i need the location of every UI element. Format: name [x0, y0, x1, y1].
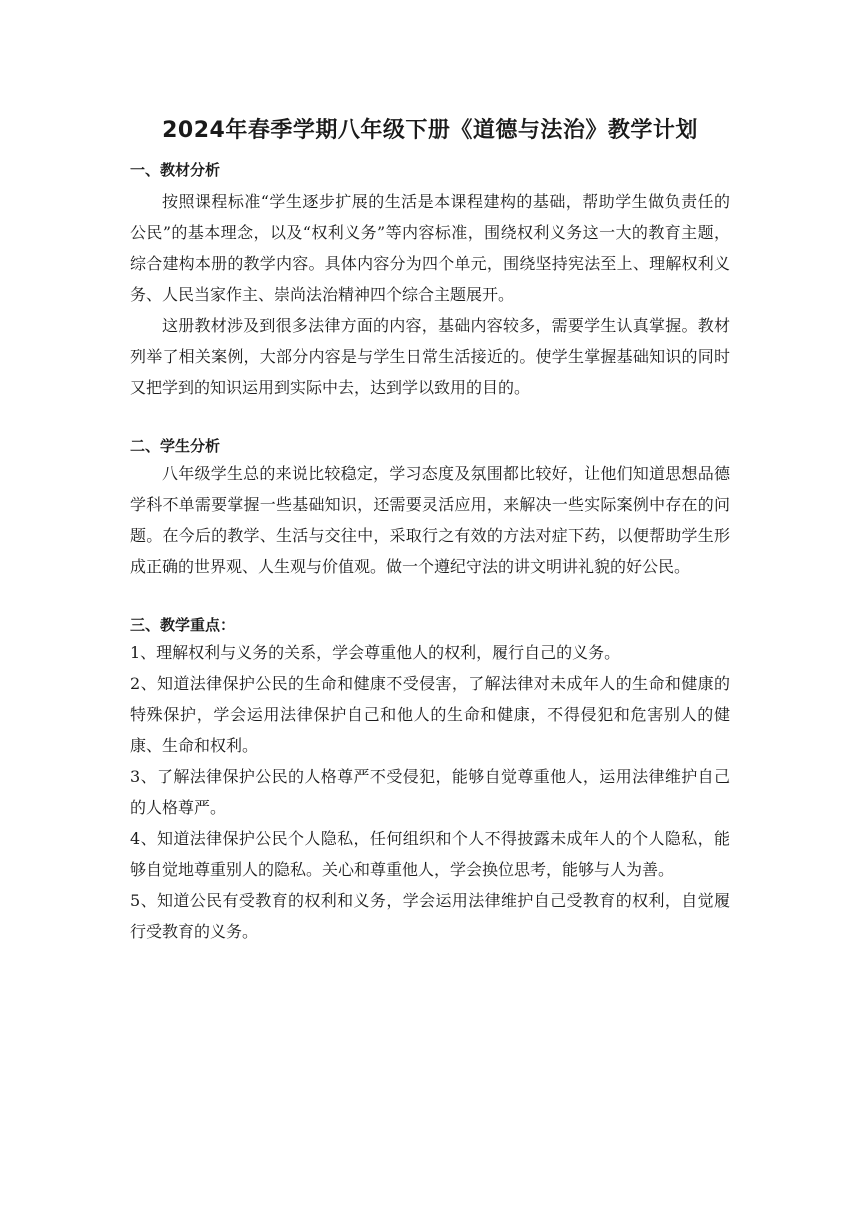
paragraph: 八年级学生总的来说比较稳定，学习态度及氛围都比较好，让他们知道思想品德学科不单需要掌握一些基础知识，还需要灵活应用，来解决一些实际案例中存在的问题。在今后的教学、生活与交往中，采取行之有效的方法对症下药，以便帮助学生形成正确的世界观、人生观与价值观。做一个遵纪守法的讲文明讲礼貌的好公民。	[130, 464, 730, 576]
list-item: 5、知道公民有受教育的权利和义务，学会运用法律维护自己受教育的权利，自觉履行受教育的义务。	[130, 891, 730, 941]
spacer	[130, 403, 730, 434]
section-textbook-analysis	[130, 158, 730, 403]
document-title: 2024年春季学期八年级下册《道德与法治》教学计划	[162, 118, 698, 143]
section-heading: 二、学生分析	[130, 437, 221, 455]
section-heading: 三、教学重点：	[130, 616, 236, 634]
paragraph: 按照课程标准“学生逐步扩展的生活是本课程建构的基础，帮助学生做负责任的公民”的基本理念，以及“权利义务”等内容标准，围绕权利义务这一大的教育主题，综合建构本册的教学内容。具体内容分为四个单元，围绕坚持宪法至上、理解权利义务、人民当家作主、崇尚法治精神四个综合主题展开。	[130, 192, 730, 304]
list-item: 4、知道法律保护公民个人隐私，任何组织和个人不得披露未成年人的个人隐私，能够自觉地尊重别人的隐私。关心和尊重他人，学会换位思考，能够与人为善。	[130, 829, 730, 879]
spacer	[130, 582, 730, 613]
section-student-analysis	[130, 434, 730, 582]
paragraph: 这册教材涉及到很多法律方面的内容，基础内容较多，需要学生认真掌握。教材列举了相关案例，大部分内容是与学生日常生活接近的。使学生掌握基础知识的同时又把学到的知识运用到实际中去，达到学以致用的目的。	[130, 316, 730, 397]
document-page	[130, 113, 730, 947]
list-item: 2、知道法律保护公民的生命和健康不受侵害，了解法律对未成年人的生命和健康的特殊保护，学会运用法律保护自己和他人的生命和健康，不得侵犯和危害别人的健康、生命和权利。	[130, 674, 730, 755]
list-item: 3、了解法律保护公民的人格尊严不受侵犯，能够自觉尊重他人，运用法律维护自己的人格尊严。	[130, 767, 730, 817]
list-item: 1、理解权利与义务的关系，学会尊重他人的权利，履行自己的义务。	[130, 643, 621, 662]
section-teaching-focus	[130, 613, 730, 947]
section-heading: 一、教材分析	[130, 161, 221, 179]
